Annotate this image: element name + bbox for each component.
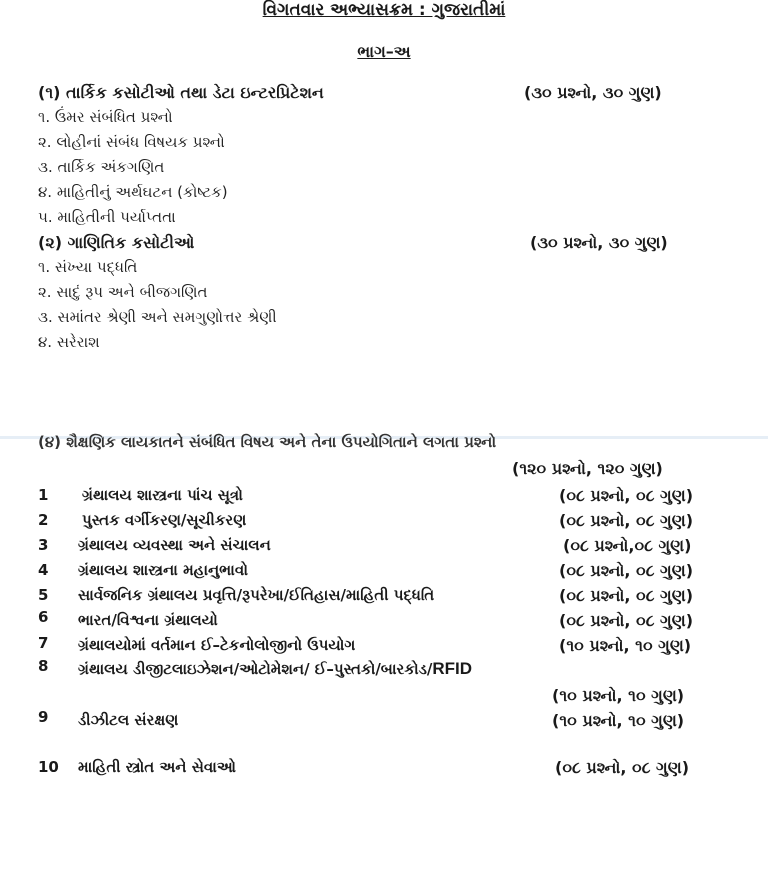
row-topic: ગ્રંથાલયોમાં વર્તમાન ઈ–ટેકનોલોજીનો ઉપયોગ <box>78 636 356 654</box>
section2-item: ૧. સંખ્યા પદ્ધતિ <box>38 258 138 276</box>
row-number: 9 <box>38 708 49 726</box>
section1-item: ૨. લોહીનાં સંબંધ વિષયક પ્રશ્નો <box>38 133 225 151</box>
row-topic: ગ્રંથાલય શાસ્ત્રના પાંચ સૂત્રો <box>82 486 243 504</box>
row-marks: (૦૮ પ્રશ્નો, ૦૮ ગુણ) <box>559 511 694 530</box>
row-number: 7 <box>38 634 49 652</box>
row-topic <box>78 659 472 679</box>
row-number: 8 <box>38 657 49 675</box>
row-number: 3 <box>38 536 49 554</box>
section1-item: ૪. માહિતીનું અર્થઘટન (કોષ્ટક) <box>38 183 228 201</box>
section2-heading: (૨) ગાણિતિક કસોટીઓ <box>38 233 195 252</box>
row-topic-text: ગ્રંથાલય ડીજીટલાઇઝેશન/ઓટોમેશન/ ઈ–પુસ્તકો/બારકોડ/ <box>78 660 433 678</box>
row-number: 1 <box>38 486 49 504</box>
row-topic: સાર્વજનિક ગ્રંથાલય પ્રવૃત્તિ/રૂપરેખા/ઈતિહાસ/માહિતી પદ્ધતિ <box>78 586 435 604</box>
row-marks: (૦૮ પ્રશ્નો, ૦૮ ગુણ) <box>555 758 690 777</box>
row-marks: (૦૮ પ્રશ્નો, ૦૮ ગુણ) <box>559 486 694 505</box>
row-marks: (૦૮ પ્રશ્નો, ૦૮ ગુણ) <box>559 586 694 605</box>
section1-item: ૧. ઉંમર સંબંધિત પ્રશ્નો <box>38 108 173 126</box>
row-number: 4 <box>38 561 49 579</box>
row-topic: ભારત/વિશ્વના ગ્રંથાલયો <box>78 611 218 629</box>
row-number: 5 <box>38 586 49 604</box>
row-topic: પુસ્તક વર્ગીકરણ/સૂચીકરણ <box>82 511 247 529</box>
row-marks: (૧૦ પ્રશ્નો, ૧૦ ગુણ) <box>552 686 685 705</box>
row-topic: માહિતી સ્ત્રોત અને સેવાઓ <box>78 758 236 776</box>
section2-item: ૪. સરેરાશ <box>38 333 100 351</box>
section1-item: ૫. માહિતીની પર્યાપ્તતા <box>38 208 176 226</box>
row-marks: (૧૦ પ્રશ્નો, ૧૦ ગુણ) <box>559 636 692 655</box>
section4-marks: (૧૨૦ પ્રશ્નો, ૧૨૦ ગુણ) <box>512 459 663 478</box>
section2-item: ૨. સાદું રૂપ અને બીજગણિત <box>38 283 208 301</box>
row-marks: (૧૦ પ્રશ્નો, ૧૦ ગુણ) <box>552 711 685 730</box>
section4-heading: (૪) શૈક્ષણિક લાયકાતને સંબંધિત વિષય અને તેના ઉપયોગિતાને લગતા પ્રશ્નો <box>38 433 497 451</box>
section1-marks: (૩૦ પ્રશ્નો, ૩૦ ગુણ) <box>524 83 662 102</box>
row-topic: ગ્રંથાલય શાસ્ત્રના મહાનુભાવો <box>78 561 248 579</box>
row-number: 6 <box>38 608 49 626</box>
row-number: 10 <box>38 758 59 776</box>
section2-item: ૩. સમાંતર શ્રેણી અને સમગુણોત્તર શ્રેણી <box>38 308 277 326</box>
row-marks: (૦૮ પ્રશ્નો, ૦૮ ગુણ) <box>559 611 694 630</box>
row-number: 2 <box>38 511 49 529</box>
row-topic: ડીઝીટલ સંરક્ષણ <box>78 711 179 729</box>
section1-item: ૩. તાર્કિક અંકગણિત <box>38 158 165 176</box>
document-title: વિગતવાર અભ્યાસક્રમ : ગુજરાતીમાં <box>262 0 506 20</box>
section2-marks: (૩૦ પ્રશ્નો, ૩૦ ગુણ) <box>530 233 668 252</box>
part-title: ભાગ–અ <box>357 42 411 61</box>
row-marks: (૦૮ પ્રશ્નો,૦૮ ગુણ) <box>563 536 692 555</box>
row-topic: ગ્રંથાલય વ્યવસ્થા અને સંચાલન <box>78 536 271 554</box>
row-topic-rfid: RFID <box>432 659 473 678</box>
section1-heading: (૧) તાર્કિક કસોટીઓ તથા ડેટા ઇન્ટરપ્રિટેશન <box>38 83 324 102</box>
row-marks: (૦૮ પ્રશ્નો, ૦૮ ગુણ) <box>559 561 694 580</box>
